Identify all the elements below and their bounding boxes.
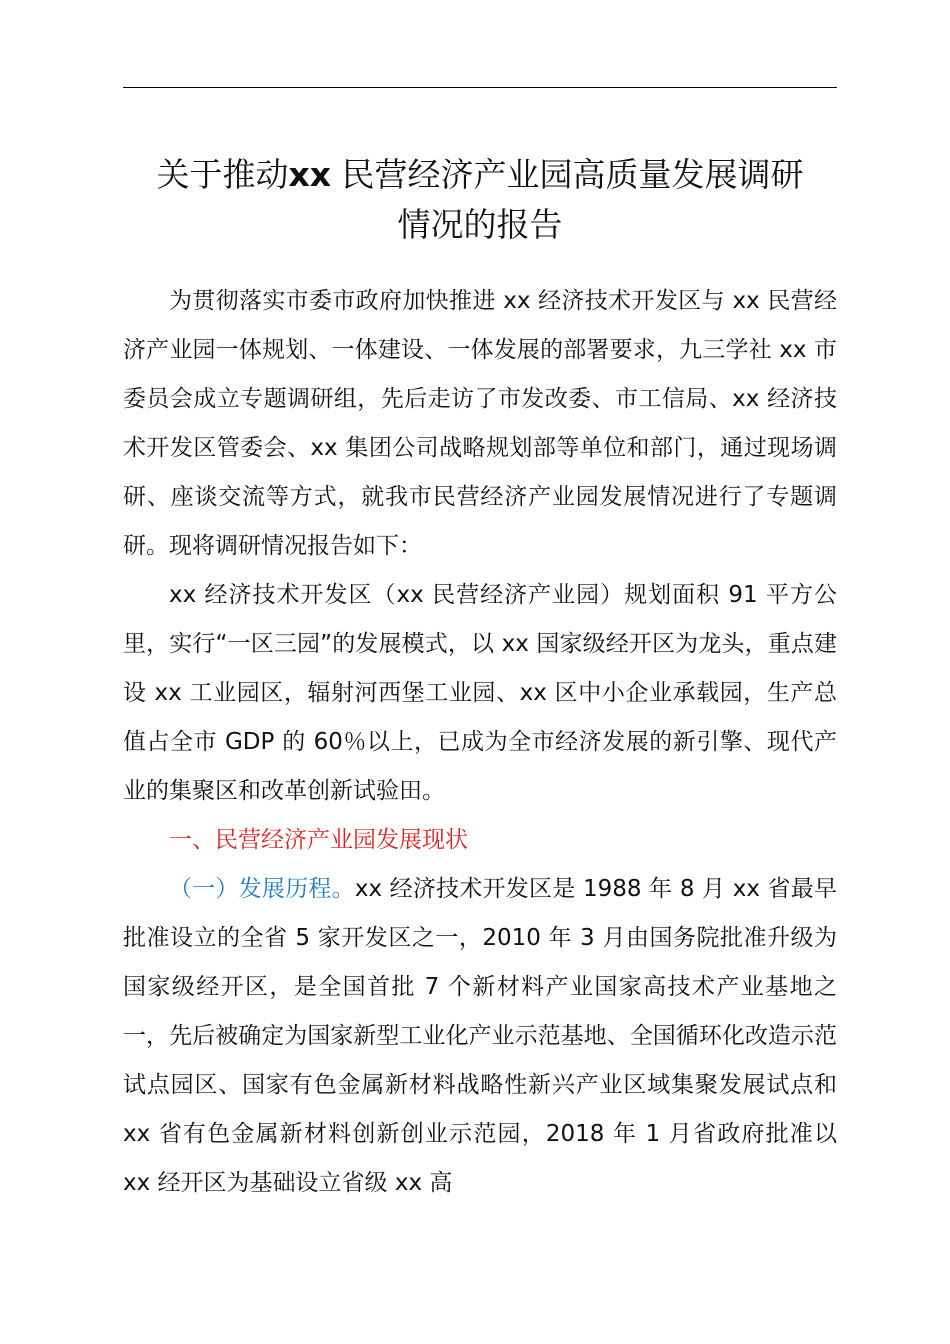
subsection-paragraph [123, 865, 837, 1208]
document-title [118, 150, 842, 250]
title-line-2: 情况的报告 [397, 205, 563, 244]
section-heading: 一、民营经济产业园发展现状 [169, 827, 468, 853]
header-rule [123, 87, 837, 88]
subsection-text: xx 经济技术开发区是 1988 年 8 月 xx 省最早批准设立的全省 5 家开发区之一，2010 年 3 月由国务院批准升级为国家级经开区，是全国首批 7 个新材料产业国家高技术产业基地之一，先后被确定为国家新型工业化产业示范基地、全国循环化改造示范试点园区、国家有色金属新材料战略性新兴产业区域集聚发展试点和 xx 省有色金属新材料创新创业示范园，2018 年 1 月省政府批准以 xx 经开区为基础设立省级 xx 高 [123, 876, 837, 1196]
intro-paragraph: 为贯彻落实市委市政府加快推进 xx 经济技术开发区与 xx 民营经济产业园一体规划、一体建设、一体发展的部署要求，九三学社 xx 市委员会成立专题调研组，先后走访了市发改委、市工信局、xx 经济技术开发区管委会、xx 集团公司战略规划部等单位和部门，通过现场调研、座谈交流等方式，就我市民营经济产业园发展情况进行了专题调研。现将调研情况报告如下： [123, 288, 837, 559]
overview-paragraph: xx 经济技术开发区（xx 民营经济产业园）规划面积 91 平方公里，实行“一区三园”的发展模式，以 xx 国家级经开区为龙头，重点建设 xx 工业园区，辐射河西堡工业园、xx 区中小企业承载园，生产总值占全市 GDP 的 60％以上，已成为全市经济发展的新引擎、现代产业的集聚区和改革创新试验田。 [123, 582, 837, 804]
document-body [123, 277, 837, 1208]
subsection-label: （一）发展历程。 [169, 876, 355, 902]
title-line-1-bold: xx [288, 155, 332, 194]
title-line-1-suffix: 民营经济产业园高质量发展调研 [331, 155, 804, 194]
title-line-1 [118, 150, 842, 200]
title-line-1-prefix: 关于推动 [156, 155, 289, 194]
